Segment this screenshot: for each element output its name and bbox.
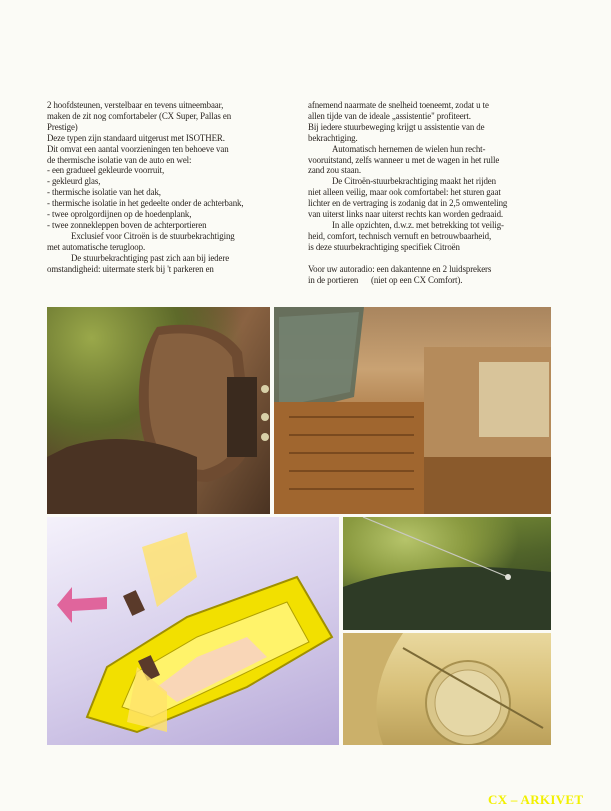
antenna-illustration bbox=[343, 517, 551, 630]
text-line: - thermische isolatie in het gedeelte onder de achterbank, bbox=[47, 198, 244, 209]
text-line: Bij iedere stuurbeweging krijgt u assistentie van de bbox=[308, 121, 485, 132]
text-line: Exclusief voor Citroën is de stuurbekrachtiging bbox=[71, 230, 235, 241]
text-line: vooruitstand, zelfs wanneer u met de wagen in het rulle bbox=[308, 154, 500, 165]
text-line: niet alleen veilig, maar ook comfortabel: het sturen gaat bbox=[308, 187, 501, 198]
text-column-left bbox=[47, 100, 279, 275]
photo-door-speaker bbox=[343, 633, 551, 745]
rear-seat-illustration bbox=[274, 307, 551, 514]
text-line: zand zou staan. bbox=[308, 165, 361, 176]
text-line: In alle opzichten, d.w.z. met betrekking tot veilig- bbox=[332, 219, 504, 230]
text-line: Automatisch hernemen de wielen hun recht- bbox=[332, 143, 486, 154]
car-diagram-illustration bbox=[47, 517, 339, 745]
text-line: De stuurbekrachtiging past zich aan bij iedere bbox=[71, 252, 230, 263]
text-line: 2 hoofdsteunen, verstelbaar en tevens uitneembaar, bbox=[47, 100, 224, 110]
photo-rear-seat bbox=[274, 307, 551, 514]
text-line: lichter en de vertraging is zodanig dat in 2,5 omwenteling bbox=[308, 198, 508, 209]
text-line: - twee zonnekleppen boven de achterportieren bbox=[47, 219, 207, 230]
text-line: Prestige) bbox=[47, 121, 78, 132]
photo-isother-diagram bbox=[47, 517, 339, 745]
text-column-right bbox=[308, 100, 546, 286]
text-line: Dit omvat een aantal voorzieningen ten behoeve van bbox=[47, 143, 229, 154]
text-line: De Citroën-stuurbekrachtiging maakt het rijden bbox=[332, 176, 496, 187]
text-line: - gekleurd glas, bbox=[47, 176, 101, 187]
text-line: - thermische isolatie van het dak, bbox=[47, 187, 161, 198]
text-line: - een gradueel gekleurde voorruit, bbox=[47, 165, 165, 176]
text-line: afnemend naarmate de snelheid toeneemt, zodat u te bbox=[308, 100, 489, 110]
headrest-illustration bbox=[47, 307, 270, 514]
text-line: is deze stuurbekrachtiging specifiek Citroën bbox=[308, 241, 460, 252]
text-line: met automatische terugloop. bbox=[47, 241, 146, 252]
text-line: de thermische isolatie van de auto en wel: bbox=[47, 154, 192, 165]
photo-roof-antenna bbox=[343, 517, 551, 630]
text-line: Deze typen zijn standaard uitgerust met ISOTHER. bbox=[47, 132, 225, 143]
text-line: heid, comfort, technisch vernuft en betrouwbaarheid, bbox=[308, 230, 492, 241]
text-line: in de portieren (niet op een CX Comfort). bbox=[308, 274, 463, 285]
text-line: Voor uw autoradio: een dakantenne en 2 luidsprekers bbox=[308, 263, 492, 274]
text-line: van uiterst links naar uiterst rechts kan worden gedraaid. bbox=[308, 209, 504, 220]
text-line: - twee oprolgordijnen op de hoedenplank, bbox=[47, 209, 192, 220]
text-line: omstandigheid: uitermate sterk bij 't parkeren en bbox=[47, 263, 214, 274]
archive-label: CX – ARKIVET bbox=[488, 792, 584, 807]
photo-headrest bbox=[47, 307, 270, 514]
text-line: allen tijde van de ideale „assistentie" profiteert. bbox=[308, 110, 471, 121]
text-line: bekrachtiging. bbox=[308, 132, 358, 143]
speaker-illustration bbox=[343, 633, 551, 745]
text-line: maken de zit nog comfortabeler (CX Super, Pallas en bbox=[47, 110, 232, 121]
